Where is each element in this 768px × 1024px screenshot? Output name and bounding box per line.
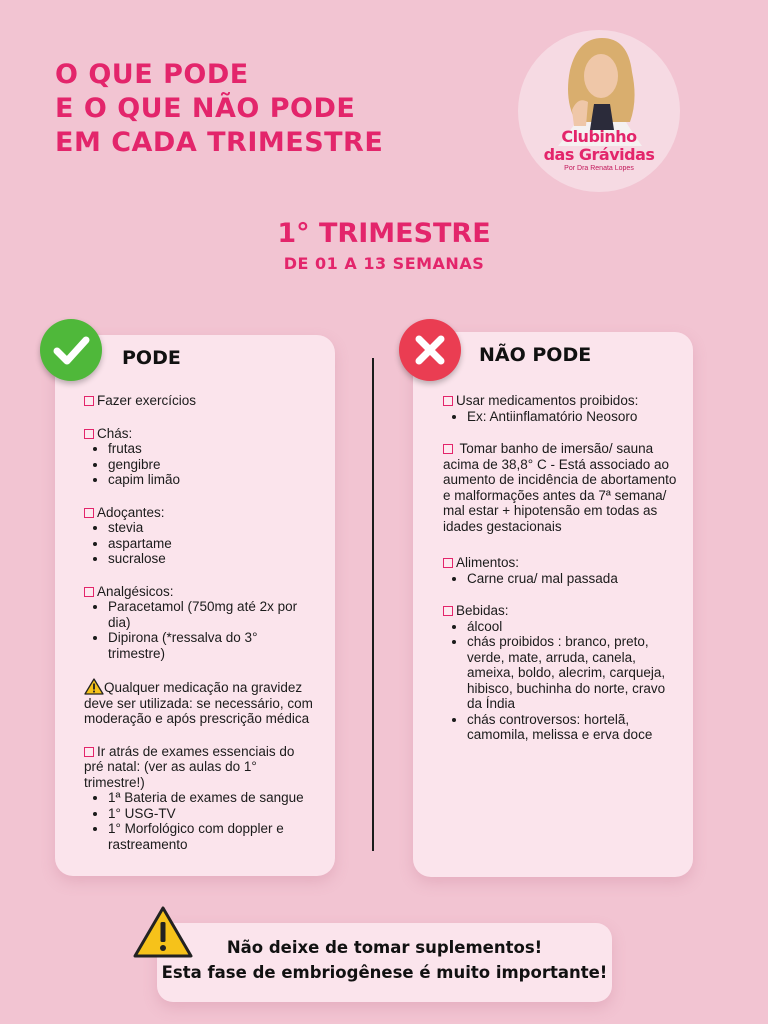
sub-item: • 1° USG-TV bbox=[108, 806, 314, 822]
sub-item: • chás proibidos : branco, preto, verde, mate, arruda, canela, ameixa, boldo, alecrim, carqueja, hibisco, buchinha do norte, cravo da Índia bbox=[467, 634, 683, 712]
sub-item: • capim limão bbox=[108, 472, 314, 488]
logo-title bbox=[518, 128, 680, 164]
checkbox-icon bbox=[84, 508, 94, 518]
item-label: Ir atrás de exames essenciais do pré natal: (ver as aulas do 1° trimestre!) bbox=[84, 743, 295, 790]
item-label: Bebidas: bbox=[456, 603, 509, 618]
sub-item: • sucralose bbox=[108, 551, 314, 567]
checkbox-icon bbox=[443, 558, 453, 568]
nao-pode-list bbox=[443, 393, 683, 760]
check-icon bbox=[40, 319, 102, 381]
notice-line-2: Esta fase de embriogênese é muito importante! bbox=[161, 963, 608, 982]
page-title bbox=[55, 58, 383, 160]
sub-item: • gengibre bbox=[108, 457, 314, 473]
divider bbox=[372, 358, 374, 851]
checkbox-icon bbox=[84, 429, 94, 439]
cross-icon bbox=[399, 319, 461, 381]
list-item bbox=[84, 426, 314, 488]
logo-title-line-2: das Grávidas bbox=[543, 145, 655, 164]
logo-title-line-1: Clubinho bbox=[561, 127, 637, 146]
checkbox-icon bbox=[84, 747, 94, 757]
warning-icon bbox=[84, 678, 104, 695]
sub-item: • Carne crua/ mal passada bbox=[467, 571, 683, 587]
sub-item: • álcool bbox=[467, 619, 683, 635]
nao-pode-title: NÃO PODE bbox=[479, 344, 592, 366]
list-item bbox=[443, 393, 683, 424]
trimester-title: 1° TRIMESTRE bbox=[277, 218, 491, 249]
checkbox-icon bbox=[443, 606, 453, 616]
title-line-3: EM CADA TRIMESTRE bbox=[55, 127, 384, 158]
item-label: Qualquer medicação na gravidez deve ser utilizada: se necessário, com moderação e após prescrição médica bbox=[84, 680, 313, 726]
item-label: Analgésicos: bbox=[97, 583, 174, 599]
item-label: Adoçantes: bbox=[97, 504, 165, 520]
pode-title: PODE bbox=[122, 347, 181, 369]
checkbox-icon bbox=[443, 444, 453, 454]
list-item bbox=[443, 441, 683, 534]
sub-item: • Paracetamol (750mg até 2x por dia) bbox=[108, 599, 314, 630]
checkbox-icon bbox=[443, 396, 453, 406]
list-item bbox=[443, 555, 683, 586]
clubinho-logo bbox=[518, 30, 680, 192]
title-line-2: E O QUE NÃO PODE bbox=[55, 93, 356, 124]
sub-item: • chás controversos: hortelã, camomila, melissa e erva doce bbox=[467, 712, 683, 743]
list-item bbox=[84, 744, 314, 853]
list-item bbox=[443, 603, 683, 743]
item-label: Fazer exercícios bbox=[97, 393, 197, 408]
item-label: Chás: bbox=[97, 425, 133, 441]
logo-subtitle: Por Dra Renata Lopes bbox=[564, 165, 634, 172]
list-item bbox=[84, 678, 314, 727]
trimester-subtitle: DE 01 A 13 SEMANAS bbox=[283, 254, 485, 273]
sub-item: • Ex: Antiinflamatório Neosoro bbox=[467, 409, 683, 425]
sub-item: • aspartame bbox=[108, 536, 314, 552]
list-item bbox=[84, 505, 314, 567]
title-line-1: O QUE PODE bbox=[55, 59, 249, 90]
sub-item: • stevia bbox=[108, 520, 314, 536]
list-item bbox=[84, 393, 314, 409]
sub-item: • frutas bbox=[108, 441, 314, 457]
pode-list bbox=[84, 393, 314, 869]
checkbox-icon bbox=[84, 396, 94, 406]
checkbox-icon bbox=[84, 587, 94, 597]
sub-item: • 1ª Bateria de exames de sangue bbox=[108, 790, 314, 806]
sub-item: • 1° Morfológico com doppler e rastreamento bbox=[108, 821, 314, 852]
item-label: Usar medicamentos proibidos: bbox=[456, 393, 639, 408]
item-label: Tomar banho de imersão/ sauna acima de 38,8° C - Está associado ao aumento de incidência de abortamento e malformações antes da 7ª semana/ mal estar + hipotensão em todas as idades gestacionais bbox=[443, 441, 677, 534]
notice-line-1: Não deixe de tomar suplementos! bbox=[226, 938, 543, 957]
item-label: Alimentos: bbox=[456, 555, 520, 570]
sub-item: • Dipirona (*ressalva do 3° trimestre) bbox=[108, 630, 314, 661]
list-item bbox=[84, 584, 314, 662]
